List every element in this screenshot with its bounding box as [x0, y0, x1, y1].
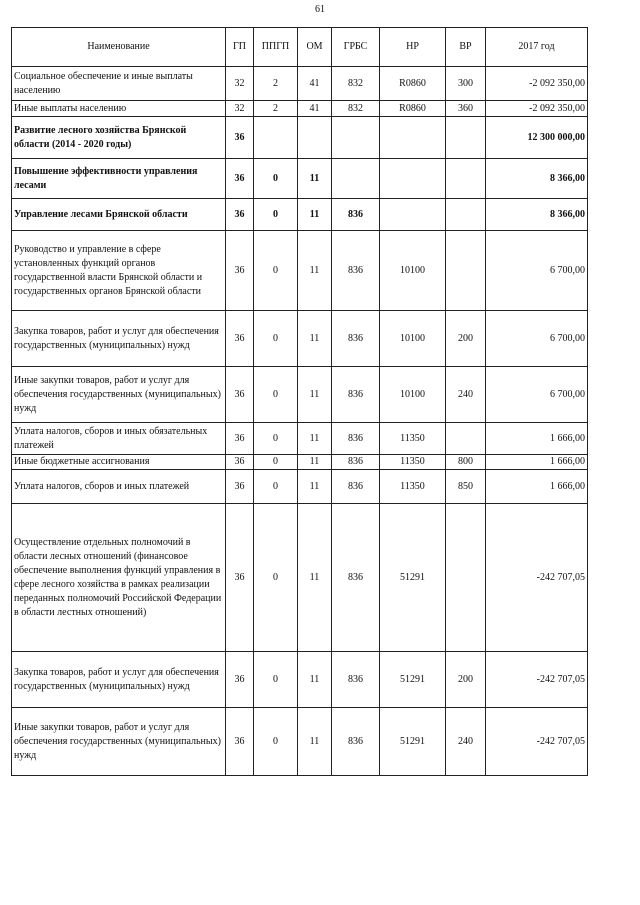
- cell-vr: 240: [446, 367, 486, 423]
- cell-om: 11: [298, 504, 332, 652]
- cell-grbs: [332, 117, 380, 159]
- column-header-nr: НР: [380, 28, 446, 67]
- cell-amount: 12 300 000,00: [486, 117, 588, 159]
- cell-amount: 1 666,00: [486, 455, 588, 470]
- cell-grbs: 832: [332, 101, 380, 117]
- cell-nr: 51291: [380, 708, 446, 776]
- cell-gp: 36: [226, 504, 254, 652]
- cell-ppgp: 0: [254, 231, 298, 311]
- cell-amount: -2 092 350,00: [486, 67, 588, 101]
- table-row: [12, 367, 588, 423]
- cell-gp: 36: [226, 708, 254, 776]
- table-row: [12, 455, 588, 470]
- cell-om: 11: [298, 311, 332, 367]
- cell-vr: 200: [446, 311, 486, 367]
- cell-om: 11: [298, 470, 332, 504]
- cell-grbs: 836: [332, 504, 380, 652]
- table-row: [12, 470, 588, 504]
- cell-grbs: 836: [332, 470, 380, 504]
- cell-gp: 36: [226, 455, 254, 470]
- cell-grbs: 836: [332, 423, 380, 455]
- table-row: [12, 311, 588, 367]
- cell-om: 11: [298, 423, 332, 455]
- cell-amount: -242 707,05: [486, 504, 588, 652]
- cell-nr: [380, 159, 446, 199]
- cell-nr: R0860: [380, 67, 446, 101]
- cell-vr: [446, 231, 486, 311]
- cell-name: Управление лесами Брянской области: [12, 199, 226, 231]
- cell-ppgp: 0: [254, 311, 298, 367]
- cell-om: 11: [298, 367, 332, 423]
- cell-vr: [446, 199, 486, 231]
- cell-gp: 36: [226, 231, 254, 311]
- cell-vr: [446, 117, 486, 159]
- cell-om: 11: [298, 455, 332, 470]
- page-number: 61: [315, 4, 325, 15]
- cell-gp: 36: [226, 117, 254, 159]
- cell-vr: [446, 504, 486, 652]
- cell-name: Закупка товаров, работ и услуг для обеспечения государственных (муниципальных) нужд: [12, 311, 226, 367]
- cell-nr: 11350: [380, 470, 446, 504]
- budget-table: [11, 27, 588, 776]
- table-body: [12, 67, 588, 776]
- cell-amount: -242 707,05: [486, 708, 588, 776]
- cell-gp: 36: [226, 311, 254, 367]
- cell-name: Уплата налогов, сборов и иных обязательных платежей: [12, 423, 226, 455]
- cell-ppgp: 0: [254, 367, 298, 423]
- cell-gp: 36: [226, 159, 254, 199]
- column-header-name: Наименование: [12, 28, 226, 67]
- cell-name: Осуществление отдельных полномочий в области лесных отношений (финансовое обеспечение выполнения функций управления в сфере лесного хозяйства в рамках реализации переданных полномочий Российской Федерации в области лестных отношений): [12, 504, 226, 652]
- cell-grbs: 836: [332, 708, 380, 776]
- cell-name: Повышение эффективности управления лесами: [12, 159, 226, 199]
- cell-grbs: [332, 159, 380, 199]
- cell-name: Иные выплаты населению: [12, 101, 226, 117]
- cell-vr: [446, 159, 486, 199]
- table-header-row: [12, 28, 588, 67]
- cell-amount: 8 366,00: [486, 199, 588, 231]
- cell-nr: [380, 117, 446, 159]
- cell-amount: 6 700,00: [486, 367, 588, 423]
- cell-om: 11: [298, 708, 332, 776]
- table-row: [12, 67, 588, 101]
- cell-nr: [380, 199, 446, 231]
- cell-ppgp: 0: [254, 199, 298, 231]
- cell-ppgp: 0: [254, 708, 298, 776]
- cell-vr: 360: [446, 101, 486, 117]
- cell-gp: 36: [226, 423, 254, 455]
- cell-name: Развитие лесного хозяйства Брянской области (2014 - 2020 годы): [12, 117, 226, 159]
- cell-name: Уплата налогов, сборов и иных платежей: [12, 470, 226, 504]
- cell-name: Иные закупки товаров, работ и услуг для обеспечения государственных (муниципальных) нужд: [12, 367, 226, 423]
- cell-om: 11: [298, 652, 332, 708]
- cell-amount: -2 092 350,00: [486, 101, 588, 117]
- cell-ppgp: 0: [254, 455, 298, 470]
- cell-grbs: 832: [332, 67, 380, 101]
- column-header-vr: ВР: [446, 28, 486, 67]
- cell-ppgp: 0: [254, 504, 298, 652]
- table-row: [12, 101, 588, 117]
- cell-om: 11: [298, 159, 332, 199]
- table-row: [12, 199, 588, 231]
- cell-nr: 10100: [380, 311, 446, 367]
- cell-vr: 800: [446, 455, 486, 470]
- table-row: [12, 708, 588, 776]
- column-header-om: ОМ: [298, 28, 332, 67]
- column-header-year: 2017 год: [486, 28, 588, 67]
- cell-name: Закупка товаров, работ и услуг для обеспечения государственных (муниципальных) нужд: [12, 652, 226, 708]
- cell-nr: 11350: [380, 423, 446, 455]
- cell-gp: 36: [226, 470, 254, 504]
- cell-vr: 850: [446, 470, 486, 504]
- cell-ppgp: 0: [254, 470, 298, 504]
- cell-gp: 36: [226, 199, 254, 231]
- cell-ppgp: 2: [254, 67, 298, 101]
- cell-grbs: 836: [332, 455, 380, 470]
- cell-nr: R0860: [380, 101, 446, 117]
- table-row: [12, 231, 588, 311]
- cell-amount: 8 366,00: [486, 159, 588, 199]
- cell-amount: -242 707,05: [486, 652, 588, 708]
- table-row: [12, 504, 588, 652]
- cell-amount: 6 700,00: [486, 311, 588, 367]
- cell-grbs: 836: [332, 652, 380, 708]
- cell-grbs: 836: [332, 311, 380, 367]
- cell-nr: 51291: [380, 652, 446, 708]
- cell-om: 11: [298, 199, 332, 231]
- cell-nr: 10100: [380, 231, 446, 311]
- column-header-ppgp: ППГП: [254, 28, 298, 67]
- cell-nr: 10100: [380, 367, 446, 423]
- cell-gp: 36: [226, 652, 254, 708]
- cell-gp: 32: [226, 67, 254, 101]
- cell-gp: 32: [226, 101, 254, 117]
- cell-nr: 51291: [380, 504, 446, 652]
- column-header-grbs: ГРБС: [332, 28, 380, 67]
- cell-grbs: 836: [332, 367, 380, 423]
- cell-amount: 1 666,00: [486, 470, 588, 504]
- cell-vr: 200: [446, 652, 486, 708]
- table-row: [12, 117, 588, 159]
- cell-name: Иные бюджетные ассигнования: [12, 455, 226, 470]
- cell-om: 11: [298, 231, 332, 311]
- cell-ppgp: [254, 117, 298, 159]
- cell-om: [298, 117, 332, 159]
- cell-name: Иные закупки товаров, работ и услуг для обеспечения государственных (муниципальных) нужд: [12, 708, 226, 776]
- table-row: [12, 423, 588, 455]
- table-row: [12, 159, 588, 199]
- table-row: [12, 652, 588, 708]
- cell-ppgp: 0: [254, 423, 298, 455]
- cell-amount: 1 666,00: [486, 423, 588, 455]
- cell-ppgp: 0: [254, 159, 298, 199]
- cell-name: Руководство и управление в сфере установленных функций органов государственной власти Брянской области и государственных органов Брянской области: [12, 231, 226, 311]
- column-header-gp: ГП: [226, 28, 254, 67]
- cell-ppgp: 0: [254, 652, 298, 708]
- cell-om: 41: [298, 67, 332, 101]
- cell-name: Социальное обеспечение и иные выплаты населению: [12, 67, 226, 101]
- cell-grbs: 836: [332, 231, 380, 311]
- cell-gp: 36: [226, 367, 254, 423]
- cell-vr: [446, 423, 486, 455]
- cell-grbs: 836: [332, 199, 380, 231]
- cell-om: 41: [298, 101, 332, 117]
- cell-ppgp: 2: [254, 101, 298, 117]
- cell-nr: 11350: [380, 455, 446, 470]
- cell-amount: 6 700,00: [486, 231, 588, 311]
- cell-vr: 300: [446, 67, 486, 101]
- cell-vr: 240: [446, 708, 486, 776]
